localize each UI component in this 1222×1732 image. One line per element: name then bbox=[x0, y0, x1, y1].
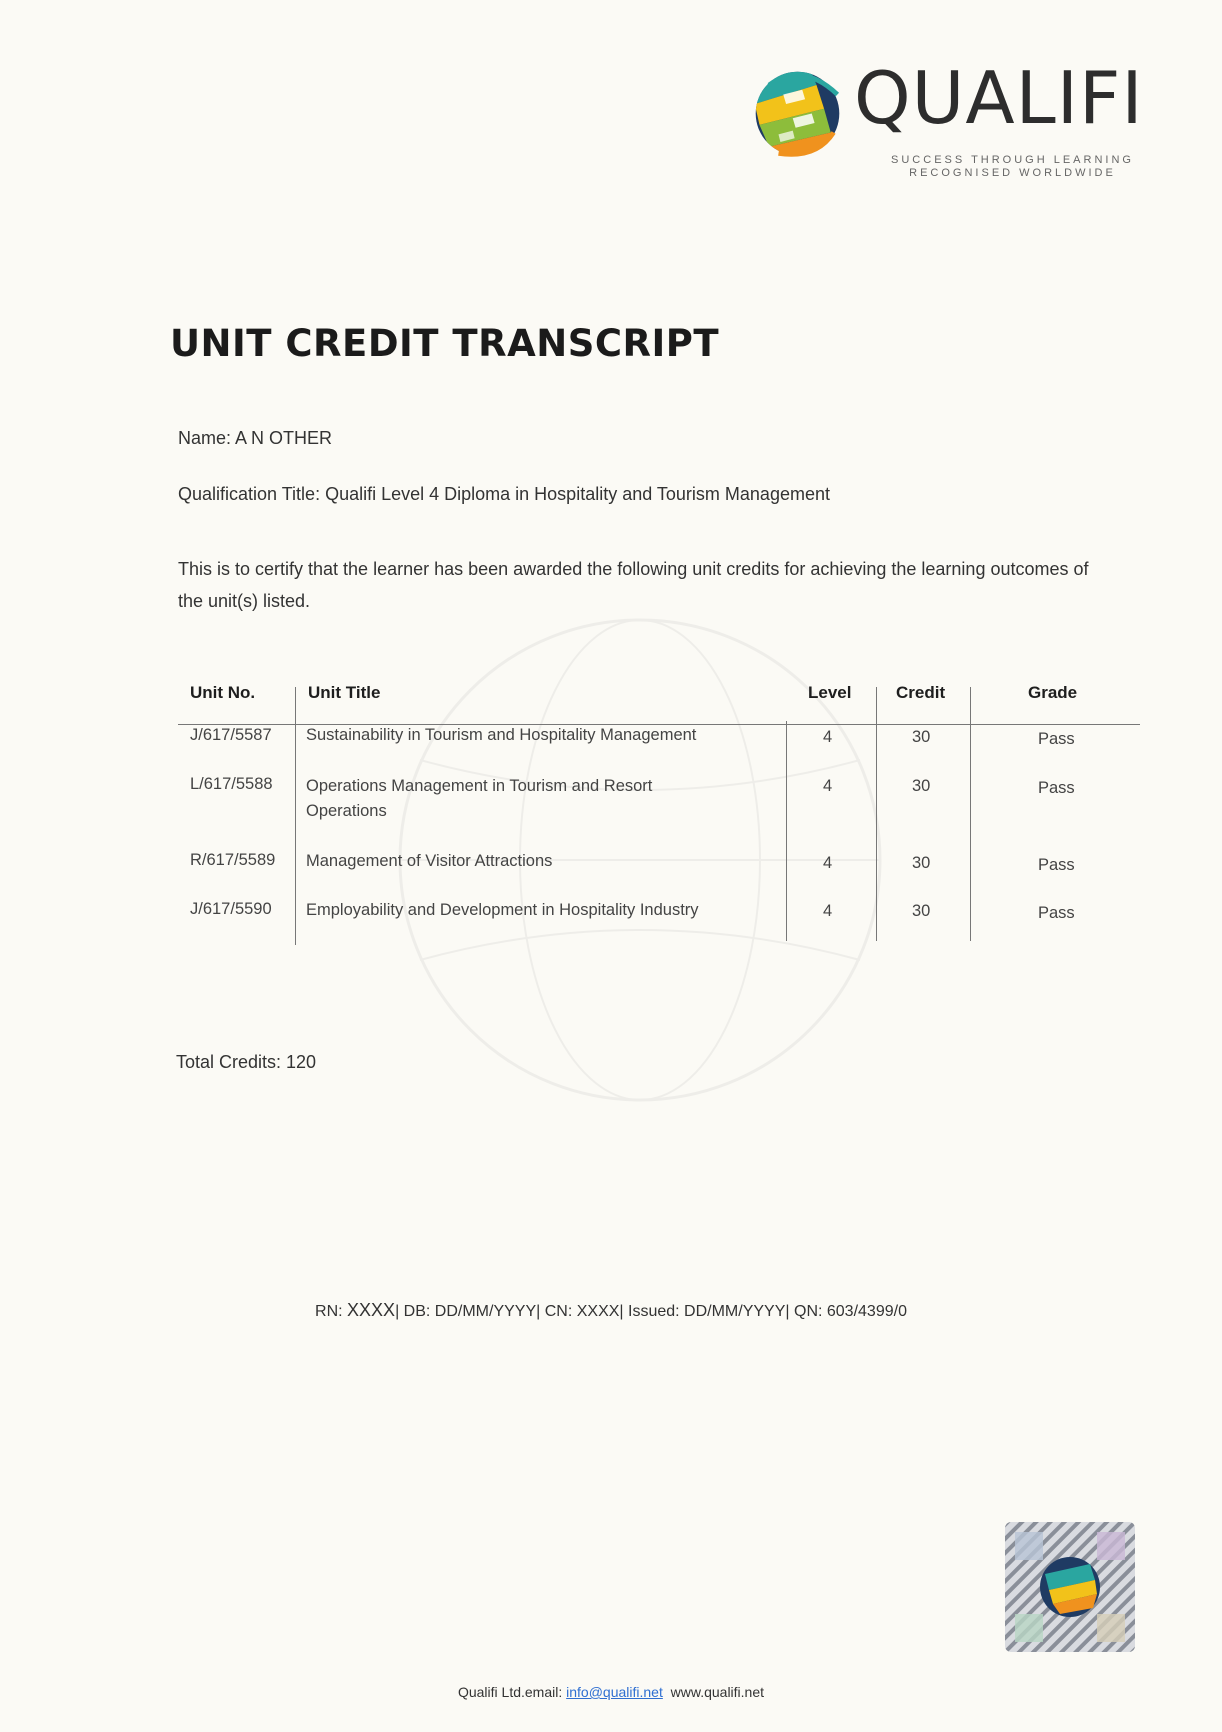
learner-name: Name: A N OTHER bbox=[178, 428, 333, 448]
row-2-unit-title: Operations Management in Tourism and Resort Operations bbox=[306, 777, 653, 820]
qualifi-logo bbox=[750, 56, 1170, 192]
unit-credit-table bbox=[178, 683, 1140, 948]
header-level: Level bbox=[808, 683, 852, 702]
footer-spacer bbox=[663, 1684, 671, 1700]
column-divider bbox=[876, 687, 877, 941]
row-3-credit: 30 bbox=[912, 854, 931, 872]
reference-line bbox=[0, 1300, 1222, 1321]
footer-prefix: Qualifi Ltd.email: bbox=[457, 1684, 567, 1700]
header-rule bbox=[178, 724, 1140, 725]
hologram-seal-icon bbox=[1005, 1522, 1135, 1652]
column-divider bbox=[786, 721, 787, 941]
total-credits: Total Credits: 120 bbox=[176, 1052, 317, 1072]
row-2-grade: Pass bbox=[1038, 779, 1075, 797]
footer-email-link[interactable]: info@qualifi.net bbox=[566, 1684, 663, 1700]
row-1-unit-no: J/617/5587 bbox=[190, 726, 272, 744]
certification-statement: This is to certify that the learner has been awarded the following unit credits for achieving the learning outcomes of the unit(s) listed. bbox=[178, 559, 1089, 611]
page-title: UNIT CREDIT TRANSCRIPT bbox=[170, 322, 720, 365]
footer-contact bbox=[0, 1684, 1222, 1700]
row-4-credit: 30 bbox=[912, 902, 931, 920]
row-3-unit-no: R/617/5589 bbox=[190, 851, 276, 869]
column-divider bbox=[970, 687, 971, 941]
row-2-credit: 30 bbox=[912, 777, 931, 795]
qualification-title: Qualification Title: Qualifi Level 4 Diploma in Hospitality and Tourism Management bbox=[178, 484, 830, 504]
row-3-unit-title: Management of Visitor Attractions bbox=[306, 852, 553, 870]
ref-rn-label: RN: bbox=[315, 1303, 348, 1320]
row-4-grade: Pass bbox=[1038, 904, 1075, 922]
row-2-level: 4 bbox=[823, 777, 833, 795]
qualifi-globe-icon bbox=[750, 66, 845, 161]
logo-wordmark: QUALIFI bbox=[854, 56, 1144, 140]
row-3-level: 4 bbox=[823, 854, 833, 872]
header-unit-no: Unit No. bbox=[190, 683, 256, 702]
row-4-unit-no: J/617/5590 bbox=[190, 900, 272, 918]
row-1-credit: 30 bbox=[912, 728, 931, 746]
header-credit: Credit bbox=[896, 683, 946, 702]
logo-tagline bbox=[880, 154, 1145, 180]
column-divider bbox=[295, 687, 296, 945]
row-1-unit-title: Sustainability in Tourism and Hospitality Management bbox=[306, 726, 697, 744]
footer-website: www.qualifi.net bbox=[670, 1684, 765, 1700]
ref-details: | DB: DD/MM/YYYY| CN: XXXX| Issued: DD/MM/YYYY| QN: 603/4399/0 bbox=[395, 1303, 907, 1320]
ref-rn-value: XXXX bbox=[347, 1300, 396, 1320]
logo-tagline-line2: RECOGNISED WORLDWIDE bbox=[909, 167, 1116, 179]
row-1-level: 4 bbox=[823, 728, 833, 746]
row-2-unit-no: L/617/5588 bbox=[190, 775, 273, 793]
row-3-grade: Pass bbox=[1038, 856, 1075, 874]
header-grade: Grade bbox=[1028, 683, 1078, 702]
row-4-level: 4 bbox=[823, 902, 833, 920]
logo-tagline-line1: SUCCESS THROUGH LEARNING bbox=[891, 154, 1134, 166]
header-unit-title: Unit Title bbox=[308, 683, 381, 702]
row-1-grade: Pass bbox=[1038, 730, 1075, 748]
row-4-unit-title: Employability and Development in Hospitality Industry bbox=[306, 901, 699, 919]
